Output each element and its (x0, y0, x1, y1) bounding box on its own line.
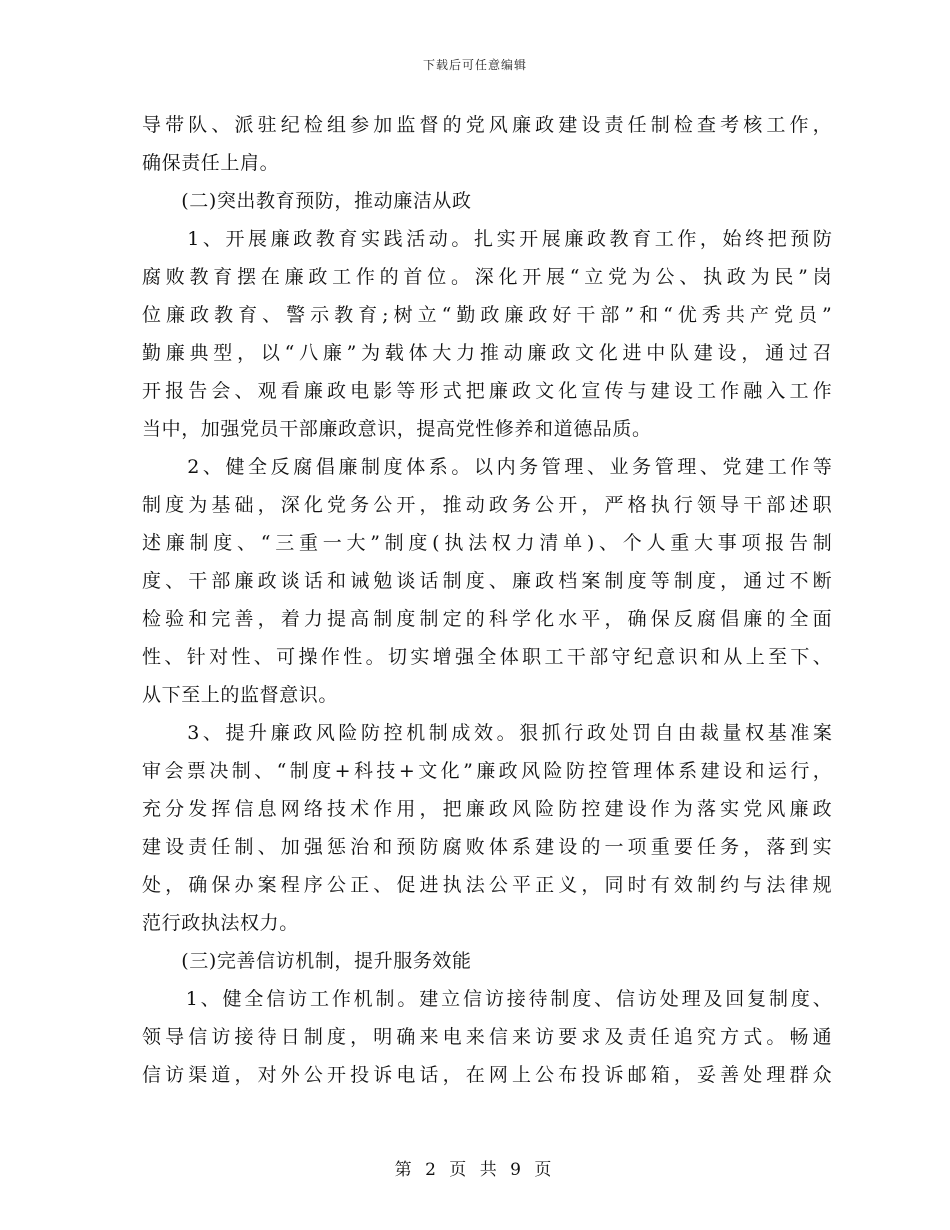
document-body (142, 106, 832, 1094)
text-line: 信 访 渠 道 ， 对 外 公 开 投 诉 电 话 ， 在 网 上 公 布 投 诉 邮 箱 ， 妥 善 处 理 群 众 (142, 1064, 832, 1086)
text-line: 勤 廉 典 型 ， 以 “ 八 廉 ” 为 载 体 大 力 推 动 廉 政 文 化 进 中 队 建 设 ， 通 过 召 (142, 342, 832, 364)
text-line: 处 ， 确 保 办 案 程 序 公 正 、 促 进 执 法 公 平 正 义 ， 同 时 有 效 制 约 与 法 律 规 (142, 874, 832, 896)
text-line: 制 度 为 基 础 ， 深 化 党 务 公 开 ， 推 动 政 务 公 开 ， 严 格 执 行 领 导 干 部 述 职 (142, 494, 832, 516)
text-line: 当中，加强党员干部廉政意识，提高党性修养和道德品质。 (142, 418, 652, 440)
text-line: 建 设 责 任 制 、 加 强 惩 治 和 预 防 腐 败 体 系 建 设 的 一 项 重 要 任 务 ， 落 到 实 (142, 836, 832, 858)
text-line: 充 分 发 挥 信 息 网 络 技 术 作 用 ， 把 廉 政 风 险 防 控 建 设 作 为 落 实 党 风 廉 政 (142, 798, 832, 820)
text-line: 述 廉 制 度 、 “ 三 重 一 大 ” 制 度 ( 执 法 权 力 清 单 ) 、 个 人 重 大 事 项 报 告 制 (142, 532, 832, 554)
text-line: 2 、 健 全 反 腐 倡 廉 制 度 体 系 。 以 内 务 管 理 、 业 务 管 理 、 党 建 工 作 等 (187, 456, 832, 478)
text-line: 范行政执法权力。 (142, 912, 299, 934)
text-line: 确保责任上肩。 (142, 152, 280, 174)
text-line: 领 导 信 访 接 待 日 制 度 ， 明 确 来 电 来 信 来 访 要 求 及 责 任 追 究 方 式 。 畅 通 (142, 1026, 832, 1048)
text-line: 腐 败 教 育 摆 在 廉 政 工 作 的 首 位 。 深 化 开 展 “ 立 党 为 公 、 执 政 为 民 ” 岗 (142, 266, 832, 288)
text-line: 审 会 票 决 制 、 “ 制 度 + 科 技 + 文 化 ” 廉 政 风 险 防 控 管 理 体 系 建 设 和 运 行 ， (142, 760, 832, 782)
text-line: 1 、 健 全 信 访 工 作 机 制 。 建 立 信 访 接 待 制 度 、 信 访 处 理 及 回 复 制 度 、 (185, 988, 832, 1010)
text-line: (三)完善信访机制，提升服务效能 (142, 950, 472, 972)
text-line: 导 带 队 、 派 驻 纪 检 组 参 加 监 督 的 党 风 廉 政 建 设 责 任 制 检 查 考 核 工 作 ， (142, 114, 832, 136)
page-header-note: 下载后可任意编辑 (422, 58, 527, 72)
text-line: 从下至上的监督意识。 (142, 684, 339, 706)
text-line: 1 、 开 展 廉 政 教 育 实 践 活 动 。 扎 实 开 展 廉 政 教 育 工 作 ， 始 终 把 预 防 (187, 228, 832, 250)
text-line: 度 、 干 部 廉 政 谈 话 和 诫 勉 谈 话 制 度 、 廉 政 档 案 制 度 等 制 度 ， 通 过 不 断 (142, 570, 832, 592)
page-footer: 第 2 页 共 9 页 (394, 1160, 556, 1180)
text-line: 检 验 和 完 善 ， 着 力 提 高 制 度 制 定 的 科 学 化 水 平 ， 确 保 反 腐 倡 廉 的 全 面 (142, 608, 832, 630)
text-line: 位 廉 政 教 育 、 警 示 教 育 ; 树 立 “ 勤 政 廉 政 好 干 部 ” 和 “ 优 秀 共 产 党 员 ” (142, 304, 832, 326)
text-line: (二)突出教育预防，推动廉洁从政 (142, 190, 472, 212)
text-line: 开 报 告 会 、 观 看 廉 政 电 影 等 形 式 把 廉 政 文 化 宣 传 与 建 设 工 作 融 入 工 作 (142, 380, 832, 402)
text-line: 3 、 提 升 廉 政 风 险 防 控 机 制 成 效 。 狠 抓 行 政 处 罚 自 由 裁 量 权 基 准 案 (187, 722, 832, 744)
text-line: 性 、 针 对 性 、 可 操 作 性 。 切 实 增 强 全 体 职 工 干 部 守 纪 意 识 和 从 上 至 下 、 (142, 646, 832, 668)
